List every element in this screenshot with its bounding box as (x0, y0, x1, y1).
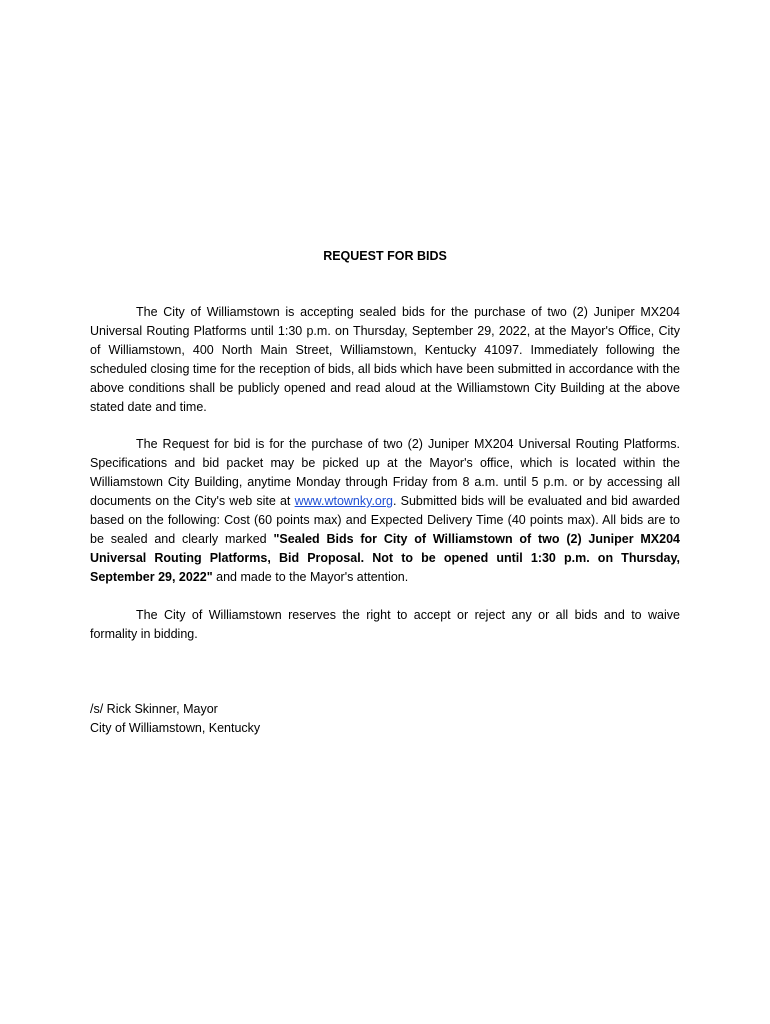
paragraph-1-text: The City of Williamstown is accepting sealed bids for the purchase of two (2) Juniper MX204 Universal Routing Platforms until 1:30 p.m. on Thursday, September 29, 2022, at the Mayor's Office, City of Williamstown, 400 North Main Street, Williamstown, Kentucky 41097. Immediately following the scheduled closing time for the reception of bids, all bids which have been submitted in accordance with the above conditions shall be publicly opened and read aloud at the Williamstown City Building at the above stated date and time. (90, 305, 680, 414)
paragraph-reservation (90, 606, 680, 644)
signature-name: /s/ Rick Skinner, Mayor (90, 702, 218, 716)
paragraph-2-bold-marking: "Sealed Bids for City of Williamstown of two (2) Juniper MX204 Universal Routing Platforms, Bid Proposal. Not to be opened until 1:30 p.m. on Thursday, September 29, 2022" (90, 532, 680, 584)
paragraph-2-text-b: . Submitted bids will be evaluated and bid awarded based on the following: Cost (60 points max) and Expected Delivery Time (40 points max). All bids are to be sealed and clearly marked (90, 494, 680, 546)
signature-title: City of Williamstown, Kentucky (90, 721, 261, 735)
page-title: REQUEST FOR BIDS (323, 249, 447, 263)
signature-block (90, 700, 260, 738)
paragraph-2-text-a: The Request for bid is for the purchase of two (2) Juniper MX204 Universal Routing Platforms. Specifications and bid packet may be picked up at the Mayor's office, which is located within the Williamstown City Building, anytime Monday through Friday from 8 a.m. until 5 p.m. or by accessing all documents on the City's web site at (90, 437, 680, 508)
paragraph-2-text-c: and made to the Mayor's attention. (212, 570, 409, 584)
paragraph-bid-details (90, 435, 680, 587)
paragraph-bid-notice (90, 303, 680, 417)
paragraph-3-text: The City of Williamstown reserves the right to accept or reject any or all bids and to waive formality in bidding. (90, 608, 680, 641)
website-link[interactable]: www.wtownky.org (294, 494, 393, 508)
